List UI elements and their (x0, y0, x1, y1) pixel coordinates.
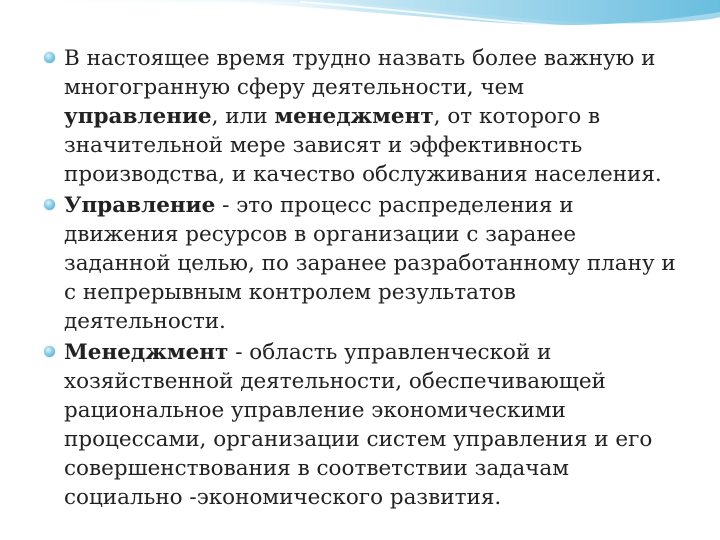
bullet-icon (44, 199, 55, 210)
bullet-icon (44, 52, 55, 63)
paragraph-1: В настоящее время трудно назвать более важную и многогранную сферу деятельности, чем управление, или менеджмент, от которого в значительной мере зависят и эффективность производства, и качество обслуживания населения. (64, 46, 662, 187)
bullet-icon (44, 346, 55, 357)
list-item (44, 44, 680, 189)
list-item (44, 338, 680, 512)
list-item (44, 191, 680, 336)
bullet-list (44, 44, 680, 514)
paragraph-3: Менеджмент - область управленческой и хозяйственной деятельности, обеспечивающей рациональное управление экономическими процессами, организации систем управления и его совершенствования в соответствии задачам социально -экономического развития. (64, 340, 653, 510)
paragraph-2: Управление - это процесс распределения и движения ресурсов в организации с заранее заданной целью, по заранее разработанному плану и с непрерывным контролем результатов деятельности. (64, 193, 676, 334)
